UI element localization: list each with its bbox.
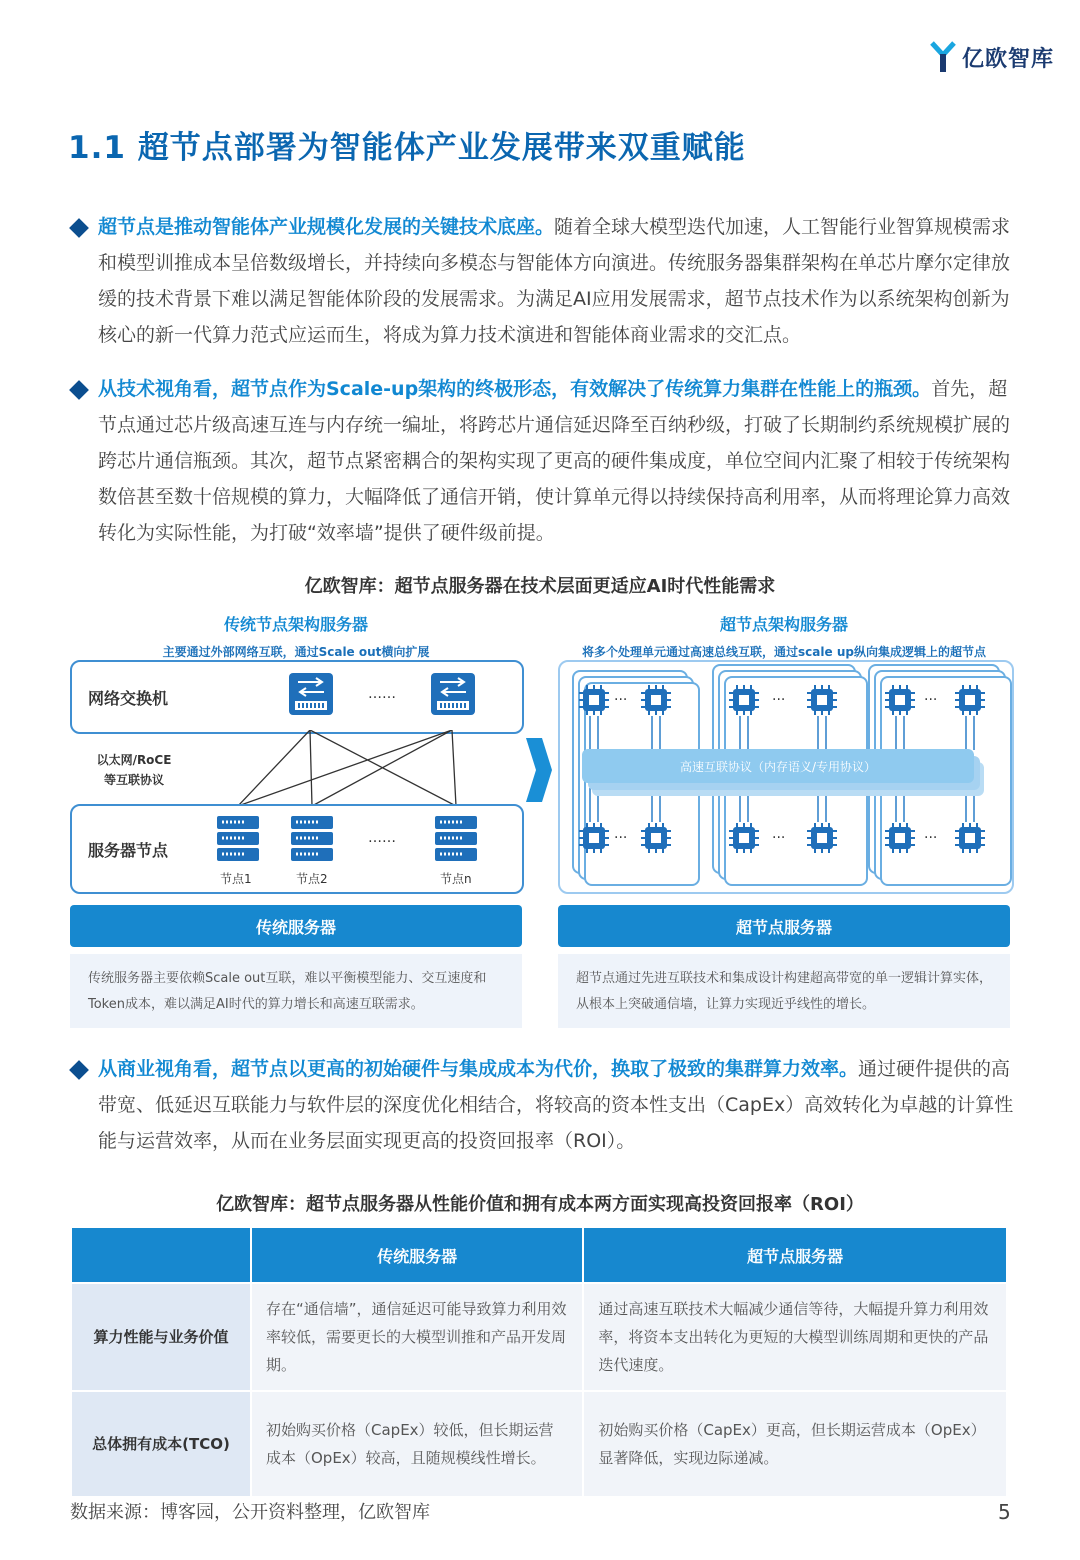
column-header-traditional: 传统服务器 [251,1227,583,1283]
paragraph-3 [98,1051,1018,1159]
bullet-diamond-icon [69,218,89,238]
paragraph-1-body: 随着全球大模型迭代加速，人工智能行业智算规模需求和模型训推成本呈倍数级增长，并持续向多模态与智能体方向演进。传统服务器集群架构在单芯片摩尔定律放缓的技术背景下难以满足智能体阶段的发展需求。为满足AI应用发展需求，超节点技术作为以系统架构创新为核心的新一代算力范式应运而生，将成为算力技术演进和智能体商业需求的交汇点。 [98,216,1011,346]
paragraph-2-body: 首先，超节点通过芯片级高速互连与内存统一编址，将跨芯片通信延迟降至百纳秒级，打破了长期制约系统规模扩展的跨芯片通信瓶颈。其次，超节点紧密耦合的架构实现了更高的硬件集成度，单位空间内汇聚了相较于传统架构数倍甚至数十倍规模的算力，大幅降低了通信开销，使计算单元得以持续保持高利用率，从而将理论算力高效转化为实际性能，为打破“效率墙”提供了硬件级前提。 [98,378,1011,544]
table-row [71,1391,1007,1497]
protocol-label-line-1: 以太网/RoCE [96,753,172,767]
switch-icon [288,672,334,716]
server-icon [434,814,478,864]
svg-text:···: ··· [772,692,786,708]
switch-icon [430,672,476,716]
svg-text:···: ··· [924,830,938,846]
chip-ellipsis: ··· [614,692,628,708]
figure-1-title: 亿欧智库：超节点服务器在技术层面更适应AI时代性能需求 [304,576,776,597]
svg-text:···: ··· [614,830,628,846]
table-header-row [71,1227,1007,1283]
server-icon [216,814,260,864]
section-title: 1.1 超节点部署为智能体产业发展带来双重赋能 [68,130,746,166]
network-switch-label: 网络交换机 [88,689,169,708]
brand-logo [930,40,1054,74]
cell-tco-traditional: 初始购买价格（CapEx）较低，但长期运营成本（OpEx）较高，且随规模线性增长。 [251,1391,583,1497]
server-icon [290,814,334,864]
server-node-label: 服务器节点 [88,841,169,860]
arrow-right-icon [524,730,554,810]
supernode-server-bar: 超节点服务器 [558,905,1010,947]
left-architecture-heading [70,612,522,660]
paragraph-1 [98,209,1018,353]
table-corner-cell [71,1227,251,1283]
interconnect-lines [220,730,480,806]
protocol-label [84,750,184,790]
traditional-server-description: 传统服务器主要依赖Scale out互联，难以平衡模型能力、交互速度和Token成本，难以满足AI时代的算力增长和高速互联需求。 [70,954,522,1028]
figure-2-title: 亿欧智库：超节点服务器从性能价值和拥有成本两方面实现高投资回报率（ROI） [216,1194,864,1215]
data-source: 数据来源：博客园，公开资料整理，亿欧智库 [70,1502,430,1523]
roi-comparison-table [70,1226,1008,1498]
brand-mark-icon [930,41,956,73]
svg-text:···: ··· [924,692,938,708]
protocol-label-line-2: 等互联协议 [103,773,164,787]
supernode-server-description: 超节点通过先进互联技术和集成设计构建超高带宽的单一逻辑计算实体，从根本上突破通信墙，让算力实现近乎线性的增长。 [558,954,1010,1028]
node-1-label: 节点1 [220,872,252,886]
svg-text:···: ··· [772,830,786,846]
cell-performance-traditional: 存在“通信墙”，通信延迟可能导致算力利用效率较低，需要更长的大模型训推和产品开发周期。 [251,1283,583,1391]
column-header-supernode: 超节点服务器 [583,1227,1007,1283]
row-header-tco: 总体拥有成本(TCO) [71,1391,251,1497]
high-speed-protocol-bar: 高速互联协议（内存语义/专用协议） [582,749,974,783]
brand-name: 亿欧智库 [962,46,1055,72]
paragraph-1-lead: 超节点是推动智能体产业规模化发展的关键技术底座。 [98,216,555,238]
left-subheading: 主要通过外部网络互联，通过Scale out横向扩展 [162,645,430,659]
table-row [71,1283,1007,1391]
page-number: 5 [998,1500,1011,1524]
bullet-diamond-icon [69,1060,89,1080]
node-2-label: 节点2 [296,872,328,886]
server-ellipsis: …… [368,830,396,846]
switch-ellipsis: …… [368,686,396,702]
paragraph-3-lead: 从商业视角看，超节点以更高的初始硬件与集成成本为代价，换取了极致的集群算力效率。 [98,1058,859,1080]
bullet-diamond-icon [69,380,89,400]
cell-performance-supernode: 通过高速互联技术大幅减少通信等待，大幅提升算力利用效率，将资本支出转化为更短的大模型训练周期和更快的产品迭代速度。 [583,1283,1007,1391]
left-heading: 传统节点架构服务器 [223,615,368,634]
paragraph-3-body: 通过硬件提供的高带宽、低延迟互联能力与软件层的深度优化相结合，将较高的资本性支出（CapEx）高效转化为卓越的计算性能与运营效率，从而在业务层面实现更高的投资回报率（ROI）。 [98,1058,1014,1152]
node-n-label: 节点n [440,872,472,886]
right-subheading: 将多个处理单元通过高速总线互联，通过scale up纵向集成逻辑上的超节点 [582,645,986,659]
right-heading: 超节点架构服务器 [719,615,848,634]
paragraph-2 [98,371,1018,551]
right-architecture-heading [558,612,1010,660]
cell-tco-supernode: 初始购买价格（CapEx）更高，但长期运营成本（OpEx）显著降低，实现边际递减。 [583,1391,1007,1497]
traditional-server-bar: 传统服务器 [70,905,522,947]
paragraph-2-lead: 从技术视角看，超节点作为Scale-up架构的终极形态，有效解决了传统算力集群在性能上的瓶颈。 [98,378,932,400]
row-header-performance: 算力性能与业务价值 [71,1283,251,1391]
